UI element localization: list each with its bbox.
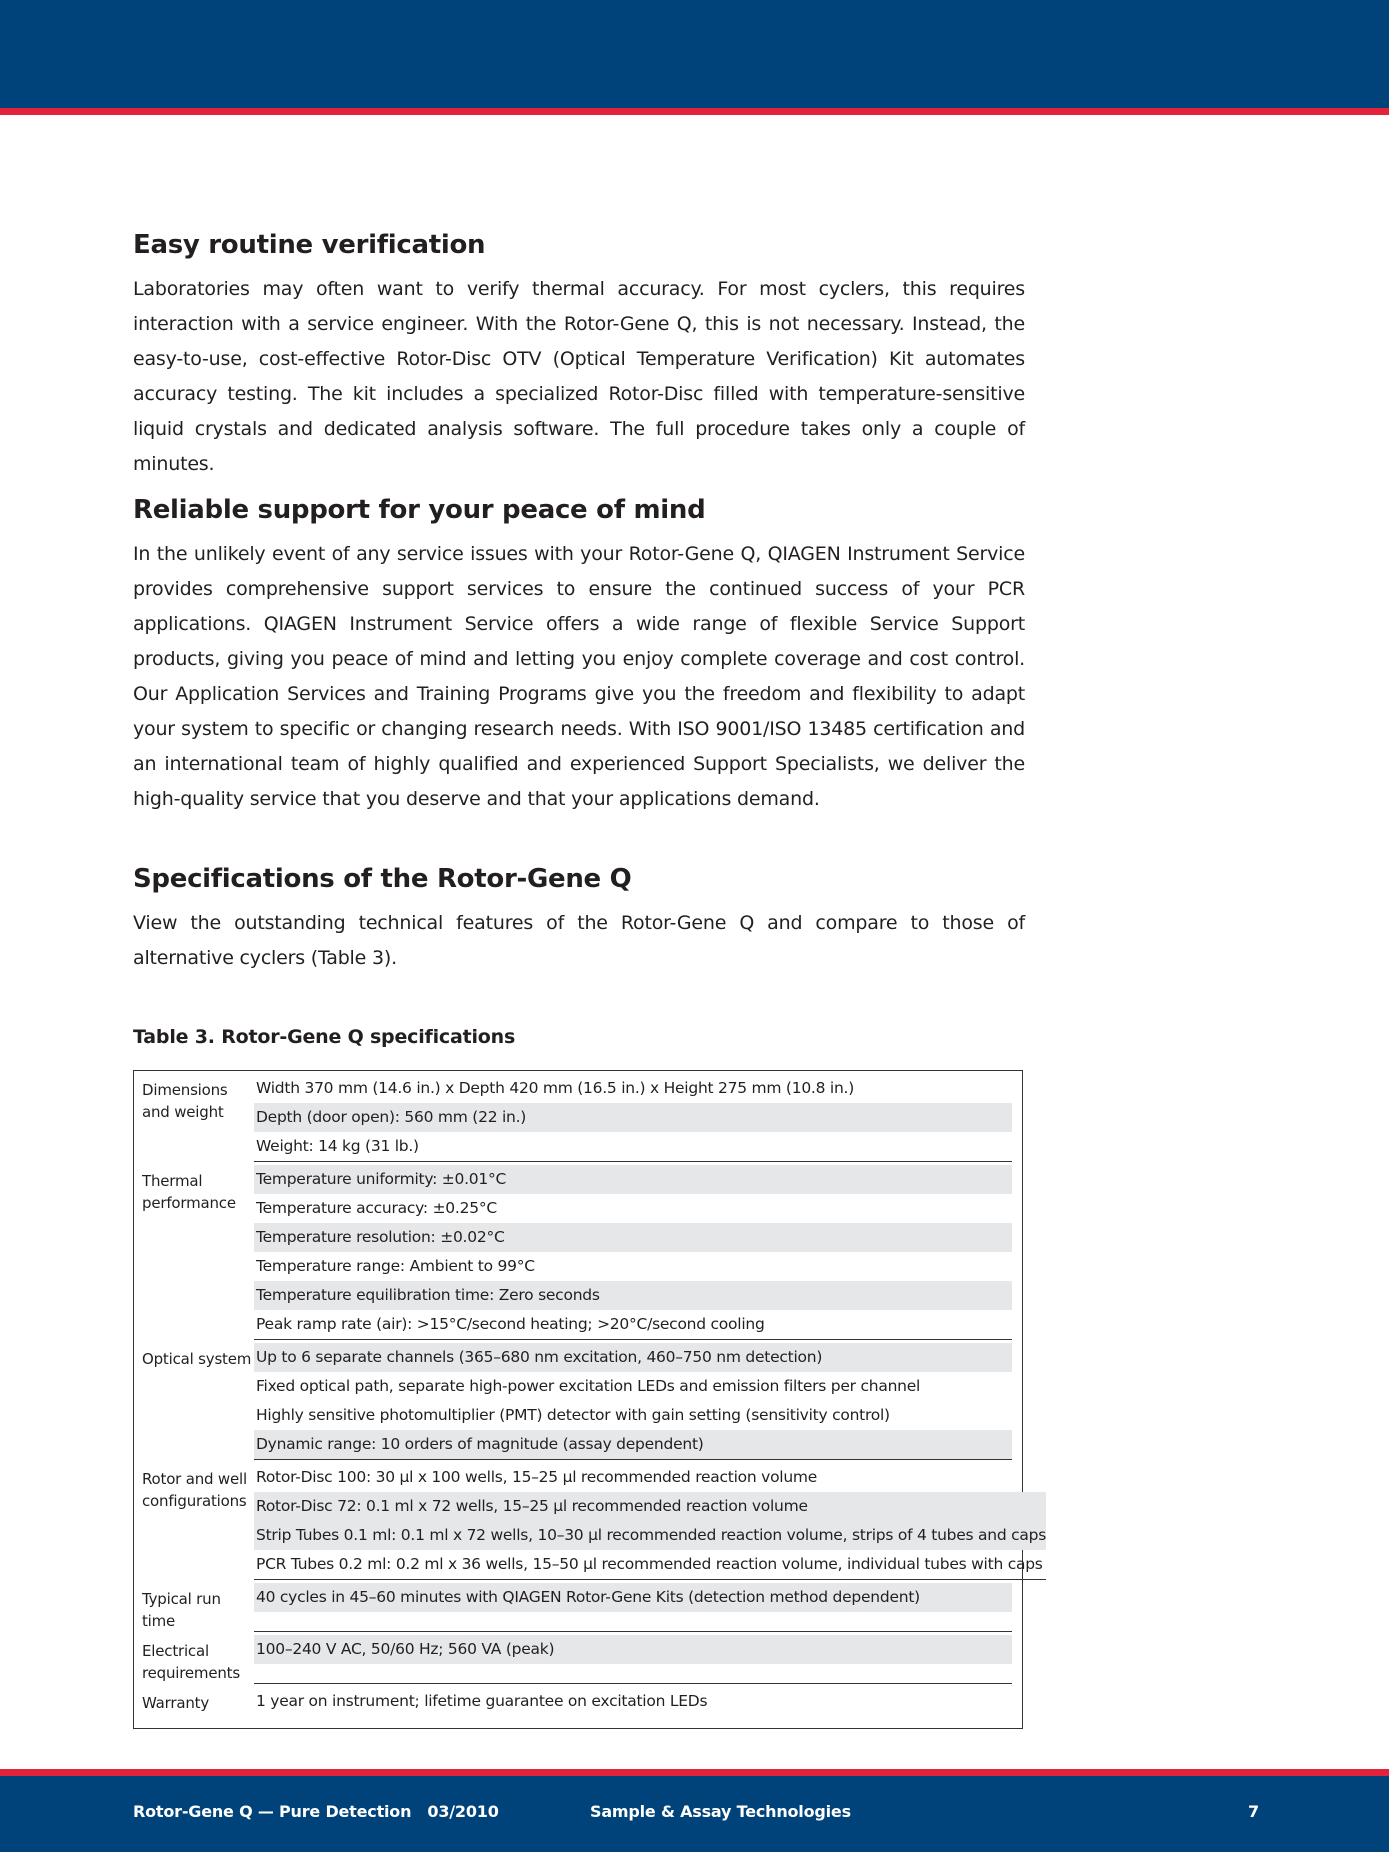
table-row: Width 370 mm (14.6 in.) x Depth 420 mm (16.5 in.) x Height 275 mm (10.8 in.): [256, 1079, 854, 1097]
table-row: Temperature accuracy: ±0.25°C: [256, 1199, 497, 1217]
footer-page-number: 7: [1248, 1802, 1259, 1821]
table-row: Peak ramp rate (air): >15°C/second heating; >20°C/second cooling: [256, 1315, 765, 1333]
footer-accent-stripe: [0, 1769, 1389, 1776]
table-row: Highly sensitive photomultiplier (PMT) detector with gain setting (sensitivity control): [256, 1406, 890, 1424]
footer-publication: Rotor-Gene Q — Pure Detection 03/2010: [133, 1802, 499, 1821]
table-category-label: Rotor and well configurations: [142, 1470, 247, 1510]
table-group: [142, 1580, 1012, 1632]
table-category-label: Warranty: [142, 1694, 209, 1712]
table-row: 1 year on instrument; lifetime guarantee on excitation LEDs: [256, 1692, 708, 1710]
table-row: Temperature resolution: ±0.02°C: [254, 1223, 1012, 1252]
table-group: [142, 1340, 1012, 1460]
table-row: Temperature uniformity: ±0.01°C: [254, 1165, 1012, 1194]
specifications-table: [133, 1070, 1047, 1729]
table-group-rows: [254, 1340, 1012, 1460]
table-category-label: Optical system: [142, 1350, 252, 1368]
table-group: [142, 1071, 1012, 1162]
table-category-label: Electrical requirements: [142, 1642, 240, 1682]
section-heading-verification: Easy routine verification: [133, 230, 486, 260]
table-row: PCR Tubes 0.2 ml: 0.2 ml x 36 wells, 15–50 µl recommended reaction volume, individual tubes with caps: [256, 1555, 1043, 1573]
table-row: Rotor-Disc 72: 0.1 ml x 72 wells, 15–25 µl recommended reaction volume: [254, 1492, 1046, 1521]
table-group: [142, 1632, 1012, 1684]
table-group-rows: [254, 1632, 1012, 1684]
table-row: 100–240 V AC, 50/60 Hz; 560 VA (peak): [254, 1635, 1012, 1664]
table-group-rows: [254, 1460, 1046, 1580]
section-body-support: In the unlikely event of any service issues with your Rotor-Gene Q, QIAGEN Instrument Service provides comprehensive support services to ensure the continued success of your PCR applications. QIAGEN Instrument Service offers a wide range of flexible Service Support products, giving you peace of mind and letting you enjoy complete coverage and cost control. Our Application Services and Training Programs give you the freedom and flexibility to adapt your system to specific or changing research needs. With ISO 9001/ISO 13485 certification and an international team of highly qualified and experienced Support Specialists, we deliver the high-quality service that you deserve and that your applications demand.: [133, 543, 1025, 810]
table-row: 40 cycles in 45–60 minutes with QIAGEN Rotor-Gene Kits (detection method dependent): [254, 1583, 1012, 1612]
table-group-rows: [254, 1162, 1012, 1340]
footer-company-tagline: Sample & Assay Technologies: [590, 1802, 851, 1821]
table-row: Fixed optical path, separate high-power excitation LEDs and emission filters per channel: [256, 1377, 921, 1395]
table-group-rows: [254, 1580, 1012, 1632]
section-heading-support: Reliable support for your peace of mind: [133, 495, 706, 525]
section-body-verification: Laboratories may often want to verify thermal accuracy. For most cyclers, this requires interaction with a service engineer. With the Rotor-Gene Q, this is not necessary. Instead, the easy-to-use, cost-effective Rotor-Disc OTV (Optical Temperature Verification) Kit automates accuracy testing. The kit includes a specialized Rotor-Disc filled with temperature-sensitive liquid crystals and dedicated analysis software. The full procedure takes only a couple of minutes.: [133, 278, 1025, 475]
table-row: Temperature equilibration time: Zero seconds: [254, 1281, 1012, 1310]
footer-band: [0, 1776, 1389, 1852]
header-accent-stripe: [0, 108, 1389, 115]
table-caption: Table 3. Rotor-Gene Q specifications: [133, 1026, 516, 1048]
table-row: Up to 6 separate channels (365–680 nm excitation, 460–750 nm detection): [254, 1343, 1012, 1372]
table-row: Weight: 14 kg (31 lb.): [256, 1137, 419, 1155]
table-row: Rotor-Disc 100: 30 µl x 100 wells, 15–25 µl recommended reaction volume: [256, 1468, 818, 1486]
table-category-label: Typical run time: [142, 1590, 221, 1630]
table-group-rows: [254, 1071, 1012, 1162]
table-group: [142, 1684, 1012, 1716]
table-row: Strip Tubes 0.1 ml: 0.1 ml x 72 wells, 10–30 µl recommended reaction volume, strips of 4 tubes and caps: [254, 1521, 1046, 1550]
header-band: [0, 0, 1389, 108]
section-body-specifications: View the outstanding technical features of the Rotor-Gene Q and compare to those of alternative cyclers (Table 3).: [133, 912, 1025, 969]
table-group: [142, 1460, 1047, 1580]
table-group-rows: [254, 1684, 1012, 1716]
table-category-label: Thermal performance: [142, 1172, 236, 1212]
table-row: Temperature range: Ambient to 99°C: [256, 1257, 535, 1275]
table-category-label: Dimensions and weight: [142, 1081, 228, 1121]
table-row: Depth (door open): 560 mm (22 in.): [254, 1103, 1012, 1132]
table-row: Dynamic range: 10 orders of magnitude (assay dependent): [254, 1430, 1012, 1459]
section-heading-specifications: Specifications of the Rotor-Gene Q: [133, 864, 632, 894]
table-group: [142, 1162, 1012, 1340]
